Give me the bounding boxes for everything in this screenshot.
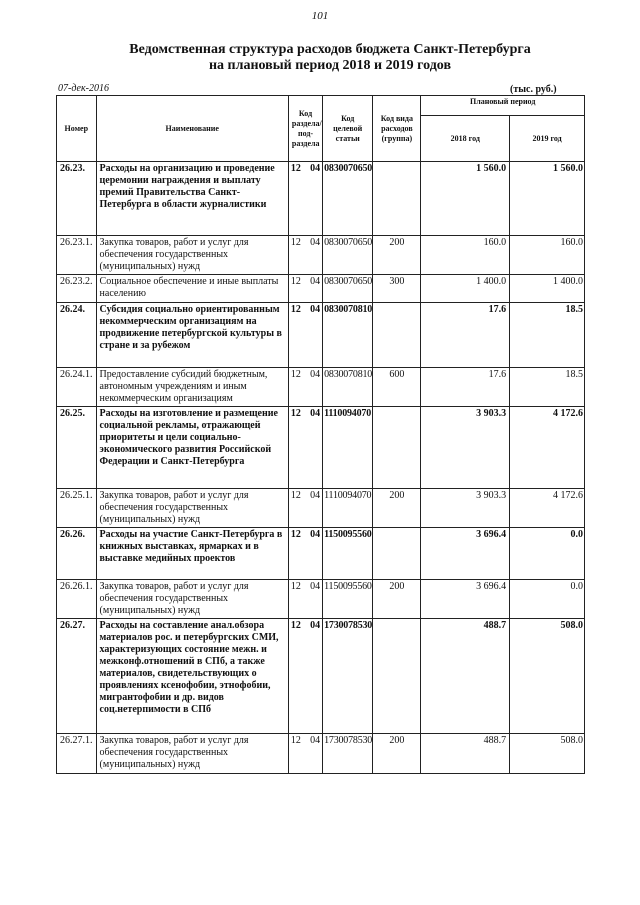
cell-target: 0830070810 [323,368,373,407]
cell-section [288,489,322,528]
table-row [57,528,585,580]
cell-subsection-code: 04 [310,490,321,501]
table-row [57,236,585,275]
cell-subsection-code: 04 [310,735,321,746]
document-title [80,42,580,74]
cell-group: 300 [373,275,421,303]
cell-section-code: 12 [290,369,301,380]
cell-2019: 1 560.0 [510,162,585,236]
cell-section-code: 12 [290,408,301,419]
header-number: Номер [57,96,97,162]
cell-number: 26.23. [57,162,97,236]
cell-number: 26.26.1. [57,580,97,619]
table-row [57,619,585,734]
units-label: (тыс. руб.) [510,84,557,95]
header-name: Наименование [96,96,288,162]
title-line-1: Ведомственная структура расходов бюджета Санкт-Петербурга [129,42,531,57]
cell-subsection-code: 04 [310,163,321,174]
cell-2019: 4 172.6 [510,489,585,528]
cell-subsection-code: 04 [310,276,321,287]
cell-section [288,580,322,619]
header-2019: 2019 год [510,116,585,162]
cell-number: 26.25.1. [57,489,97,528]
cell-group [373,303,421,368]
header-section: Код раздела/ под- раздела [288,96,322,162]
cell-name: Закупка товаров, работ и услуг для обеспечения государственных (муниципальных) нужд [96,236,288,275]
cell-group: 200 [373,489,421,528]
cell-subsection-code: 04 [310,620,321,631]
cell-number: 26.25. [57,407,97,489]
cell-subsection-code: 04 [310,581,321,592]
cell-name: Расходы на изготовление и размещение социальной рекламы, отражающей приоритеты и цели социально-экономического развития Российской Федерации и Санкт-Петербурга [96,407,288,489]
cell-section-code: 12 [290,304,301,315]
cell-section [288,275,322,303]
cell-group: 600 [373,368,421,407]
cell-group [373,162,421,236]
cell-name: Расходы на организацию и проведение церемонии награждения и выплату премий Правительства Санкт-Петербурга в области журналистики [96,162,288,236]
title-line-2: на плановый период 2018 и 2019 годов [208,58,452,73]
table-row [57,162,585,236]
cell-group: 200 [373,734,421,774]
cell-target: 1730078530 [323,619,373,734]
cell-number: 26.23.1. [57,236,97,275]
cell-section [288,619,322,734]
cell-name: Социальное обеспечение и иные выплаты населению [96,275,288,303]
cell-name: Субсидия социально ориентированным некоммерческим организациям на продвижение петербургской культуры в стране и за рубежом [96,303,288,368]
cell-2018: 488.7 [421,734,510,774]
date-stamp: 07-дек-2016 [58,83,109,94]
cell-2018: 1 560.0 [421,162,510,236]
cell-2019: 18.5 [510,303,585,368]
cell-2018: 3 903.3 [421,407,510,489]
header-2018: 2018 год [421,116,510,162]
cell-name: Предоставление субсидий бюджетным, автономным учреждениям и иным некоммерческим организациям [96,368,288,407]
cell-target: 1150095560 [323,528,373,580]
cell-2019: 18.5 [510,368,585,407]
cell-section [288,528,322,580]
cell-name: Расходы на участие Санкт-Петербурга в книжных выставках, ярмарках и в выставке медийных проектов [96,528,288,580]
cell-target: 1110094070 [323,407,373,489]
cell-section [288,734,322,774]
cell-group: 200 [373,236,421,275]
cell-2019: 0.0 [510,528,585,580]
cell-2019: 508.0 [510,619,585,734]
cell-name: Закупка товаров, работ и услуг для обеспечения государственных (муниципальных) нужд [96,734,288,774]
page-number: 101 [311,10,329,22]
cell-number: 26.26. [57,528,97,580]
cell-section-code: 12 [290,237,301,248]
cell-name: Расходы на составление анал.обзора материалов рос. и петербургских СМИ, характеризующих состояние межн. и межконф.отношений в СПб, а также материалов, свидетельствующих о проявлениях ксенофобии, этнофобии, мигрантофобии и др. видов соц.нетерпимости в СПб [96,619,288,734]
table-row [57,368,585,407]
cell-subsection-code: 04 [310,408,321,419]
cell-name: Закупка товаров, работ и услуг для обеспечения государственных (муниципальных) нужд [96,489,288,528]
header-target: Код целевой статьи [323,96,373,162]
cell-2018: 17.6 [421,368,510,407]
cell-2019: 0.0 [510,580,585,619]
cell-group [373,407,421,489]
cell-name: Закупка товаров, работ и услуг для обеспечения государственных (муниципальных) нужд [96,580,288,619]
cell-section [288,368,322,407]
cell-section-code: 12 [290,490,301,501]
cell-2018: 1 400.0 [421,275,510,303]
cell-section-code: 12 [290,529,301,540]
cell-subsection-code: 04 [310,529,321,540]
table-row [57,275,585,303]
cell-section-code: 12 [290,735,301,746]
header-group: Код вида расходов (группа) [373,96,421,162]
cell-2018: 3 903.3 [421,489,510,528]
cell-section [288,236,322,275]
cell-section-code: 12 [290,620,301,631]
cell-2019: 4 172.6 [510,407,585,489]
cell-section [288,162,322,236]
cell-target: 0830070810 [323,303,373,368]
cell-target: 0830070650 [323,275,373,303]
table-row [57,489,585,528]
cell-2018: 488.7 [421,619,510,734]
cell-2019: 160.0 [510,236,585,275]
header-planned-period: Плановый период [421,96,585,116]
cell-target: 0830070650 [323,236,373,275]
table-row [57,407,585,489]
cell-number: 26.27. [57,619,97,734]
cell-target: 1730078530 [323,734,373,774]
cell-2019: 1 400.0 [510,275,585,303]
cell-2018: 3 696.4 [421,528,510,580]
cell-target: 1110094070 [323,489,373,528]
cell-2018: 160.0 [421,236,510,275]
cell-2018: 3 696.4 [421,580,510,619]
cell-group [373,619,421,734]
table-row [57,734,585,774]
cell-2019: 508.0 [510,734,585,774]
cell-target: 1150095560 [323,580,373,619]
cell-number: 26.23.2. [57,275,97,303]
cell-subsection-code: 04 [310,237,321,248]
cell-target: 0830070650 [323,162,373,236]
table-row [57,303,585,368]
cell-subsection-code: 04 [310,369,321,380]
cell-section-code: 12 [290,163,301,174]
cell-subsection-code: 04 [310,304,321,315]
cell-number: 26.24.1. [57,368,97,407]
cell-group: 200 [373,580,421,619]
cell-section [288,303,322,368]
table-header [57,96,585,162]
cell-section-code: 12 [290,276,301,287]
cell-number: 26.27.1. [57,734,97,774]
cell-section [288,407,322,489]
cell-number: 26.24. [57,303,97,368]
cell-section-code: 12 [290,581,301,592]
table-row [57,580,585,619]
cell-2018: 17.6 [421,303,510,368]
table-body [57,162,585,774]
budget-table [56,95,585,774]
cell-group [373,528,421,580]
